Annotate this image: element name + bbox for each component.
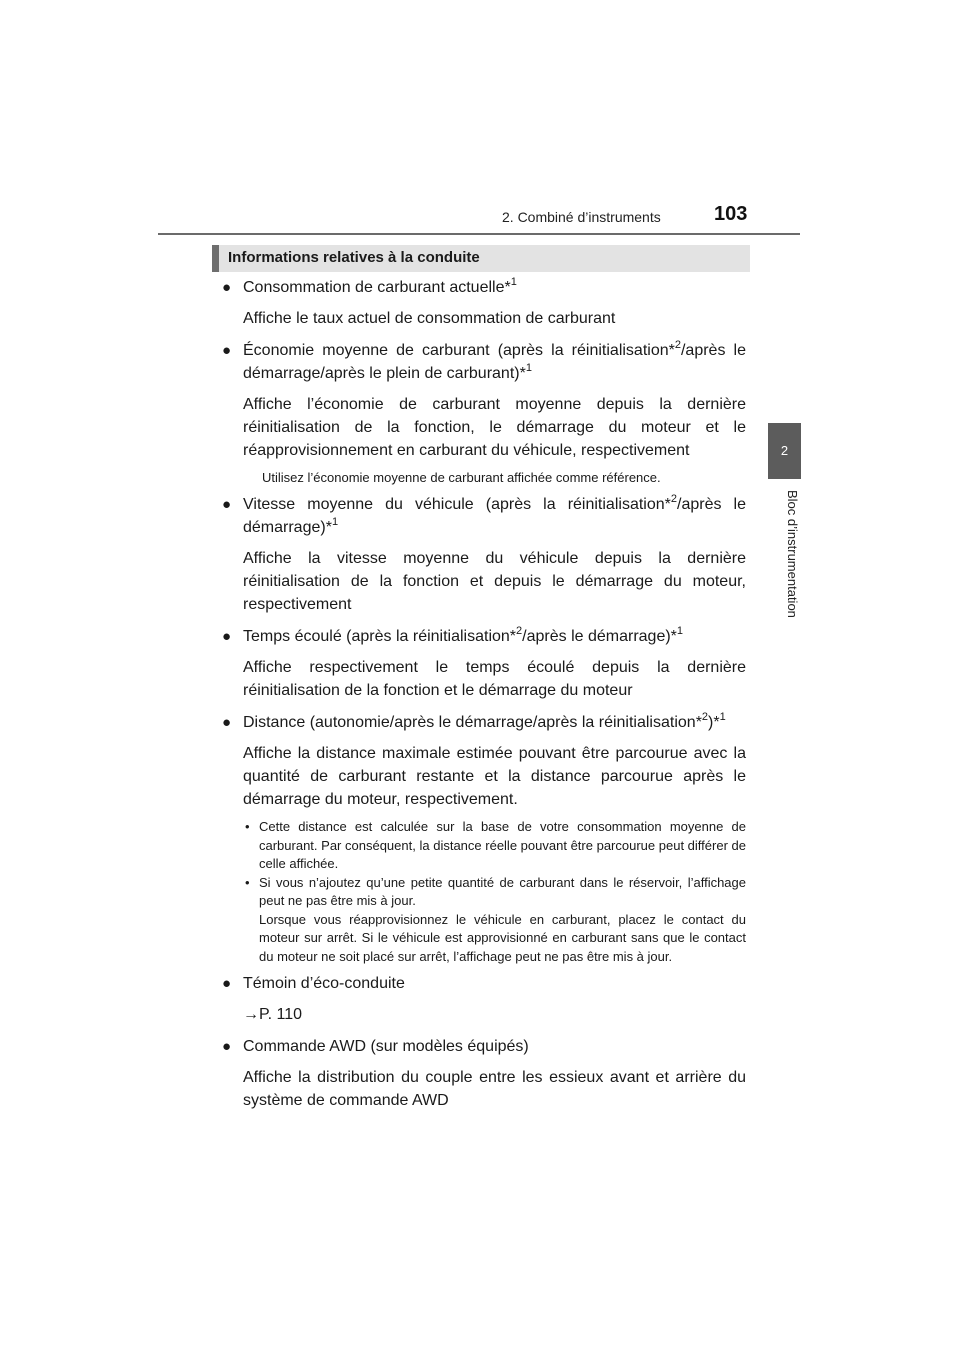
footnote-number: 1 bbox=[510, 276, 517, 288]
list-item bbox=[222, 711, 746, 966]
section-title: Informations relatives à la conduite bbox=[228, 249, 480, 266]
footnote-number: 2 bbox=[701, 711, 709, 723]
item-note: Utilisez l’économie moyenne de carburant affichée comme référence. bbox=[262, 470, 661, 485]
footnote-number: 2 bbox=[670, 493, 677, 505]
footnote-mark: * bbox=[664, 496, 671, 513]
page-reference: →P. 110 bbox=[243, 1006, 303, 1023]
bullet-icon: ● bbox=[222, 975, 232, 992]
item-title: ● Distance (autonomie/après le démarrage/après la réinitialisation*$^2$)*$^1$ bbox=[222, 711, 746, 734]
header-rule bbox=[158, 233, 800, 235]
footnote-number: 1 bbox=[525, 362, 532, 374]
item-title: ● Consommation de carburant actuelle*$^1$ bbox=[222, 276, 746, 299]
list-item bbox=[222, 625, 746, 702]
footnote-mark: * bbox=[668, 342, 675, 359]
footnote-mark: * bbox=[519, 365, 526, 382]
content bbox=[222, 276, 746, 1112]
list-item bbox=[222, 339, 746, 487]
note-continuation: Lorsque vous réapprovisionnez le véhicule en carburant, placez le contact du moteur sur arrêt. Si le véhicule est approvisionné en carburant sans que le contact du moteur ne soit placé sur arrêt, l’affichage peut ne pas être mis à jour. bbox=[259, 911, 746, 964]
item-description: Affiche la distance maximale estimée pouvant être parcourue avec la quantité de carburant restante et la distance parcourue après le démarrage du moteur, respectivement. bbox=[243, 745, 746, 808]
item-description: Affiche respectivement le temps écoulé depuis la dernière réinitialisation de la fonction et le démarrage du moteur bbox=[243, 659, 746, 699]
footnote-number: 2 bbox=[516, 625, 523, 637]
list-item bbox=[222, 972, 746, 1026]
footnote-mark: * bbox=[713, 714, 720, 731]
section-title-bar bbox=[212, 245, 750, 272]
footnote-number: 1 bbox=[676, 625, 684, 637]
chapter-tab-label: Bloc d’instrumentation bbox=[785, 490, 800, 618]
bullet-icon: ● bbox=[222, 342, 232, 359]
footnote-mark: * bbox=[509, 628, 517, 645]
item-description: Affiche l’économie de carburant moyenne depuis la dernière réinitialisation de la fonction, le démarrage du moteur et le réapprovisionnement en carburant du véhicule, respectivement bbox=[243, 396, 746, 459]
note-item: • Cette distance est calculée sur la base de votre consommation moyenne de carburant. Par conséquent, la distance réelle pouvant être parcourue peut différer de celle affichée. bbox=[245, 819, 746, 871]
item-description: Affiche la distribution du couple entre les essieux avant et arrière du système de commande AWD bbox=[243, 1069, 746, 1109]
item-description: Affiche la vitesse moyenne du véhicule depuis la dernière réinitialisation de la fonction et depuis le démarrage du moteur, respectivement bbox=[243, 550, 746, 613]
footnote-number: 1 bbox=[331, 516, 339, 528]
item-notes bbox=[222, 818, 746, 966]
chapter-tab-number: 2 bbox=[780, 443, 789, 458]
bullet-icon: ● bbox=[222, 496, 232, 513]
footnote-mark: * bbox=[504, 279, 511, 296]
item-title: ● Vitesse moyenne du véhicule (après la réinitialisation*$^2$/après le démarrage)*$^1$ bbox=[222, 493, 746, 536]
footnote-number: 2 bbox=[674, 339, 681, 351]
note-item: • Si vous n’ajoutez qu’une petite quantité de carburant dans le réservoir, l’affichage peut ne pas être mis à jour. bbox=[245, 874, 746, 908]
chapter-tab bbox=[768, 423, 801, 479]
footnote-mark: * bbox=[325, 519, 332, 536]
item-description: Affiche le taux actuel de consommation de carburant bbox=[243, 310, 616, 327]
item-title: ● Commande AWD (sur modèles équipés) bbox=[222, 1035, 746, 1058]
list-item bbox=[222, 493, 746, 616]
item-title: ● Économie moyenne de carburant (après la réinitialisation*$^2$/après le démarrage/après le plein de carburant)*$^1$ bbox=[222, 339, 746, 382]
footnote-number: 1 bbox=[719, 711, 726, 723]
bullet-icon: ● bbox=[222, 714, 232, 731]
bullet-icon: ● bbox=[222, 1038, 232, 1055]
page-number: 103 bbox=[714, 203, 748, 225]
list-item bbox=[222, 276, 746, 330]
bullet-icon: ● bbox=[222, 279, 232, 296]
page-header-section: 2. Combiné d’instruments bbox=[502, 209, 661, 225]
item-title: ● Temps écoulé (après la réinitialisation*$^2$/après le démarrage)*$^1$ bbox=[222, 625, 746, 648]
footnote-mark: * bbox=[670, 628, 677, 645]
bullet-icon: ● bbox=[222, 628, 232, 645]
item-title: ● Témoin d’éco-conduite bbox=[222, 972, 746, 995]
list-item bbox=[222, 1035, 746, 1112]
footnote-mark: * bbox=[695, 714, 702, 731]
